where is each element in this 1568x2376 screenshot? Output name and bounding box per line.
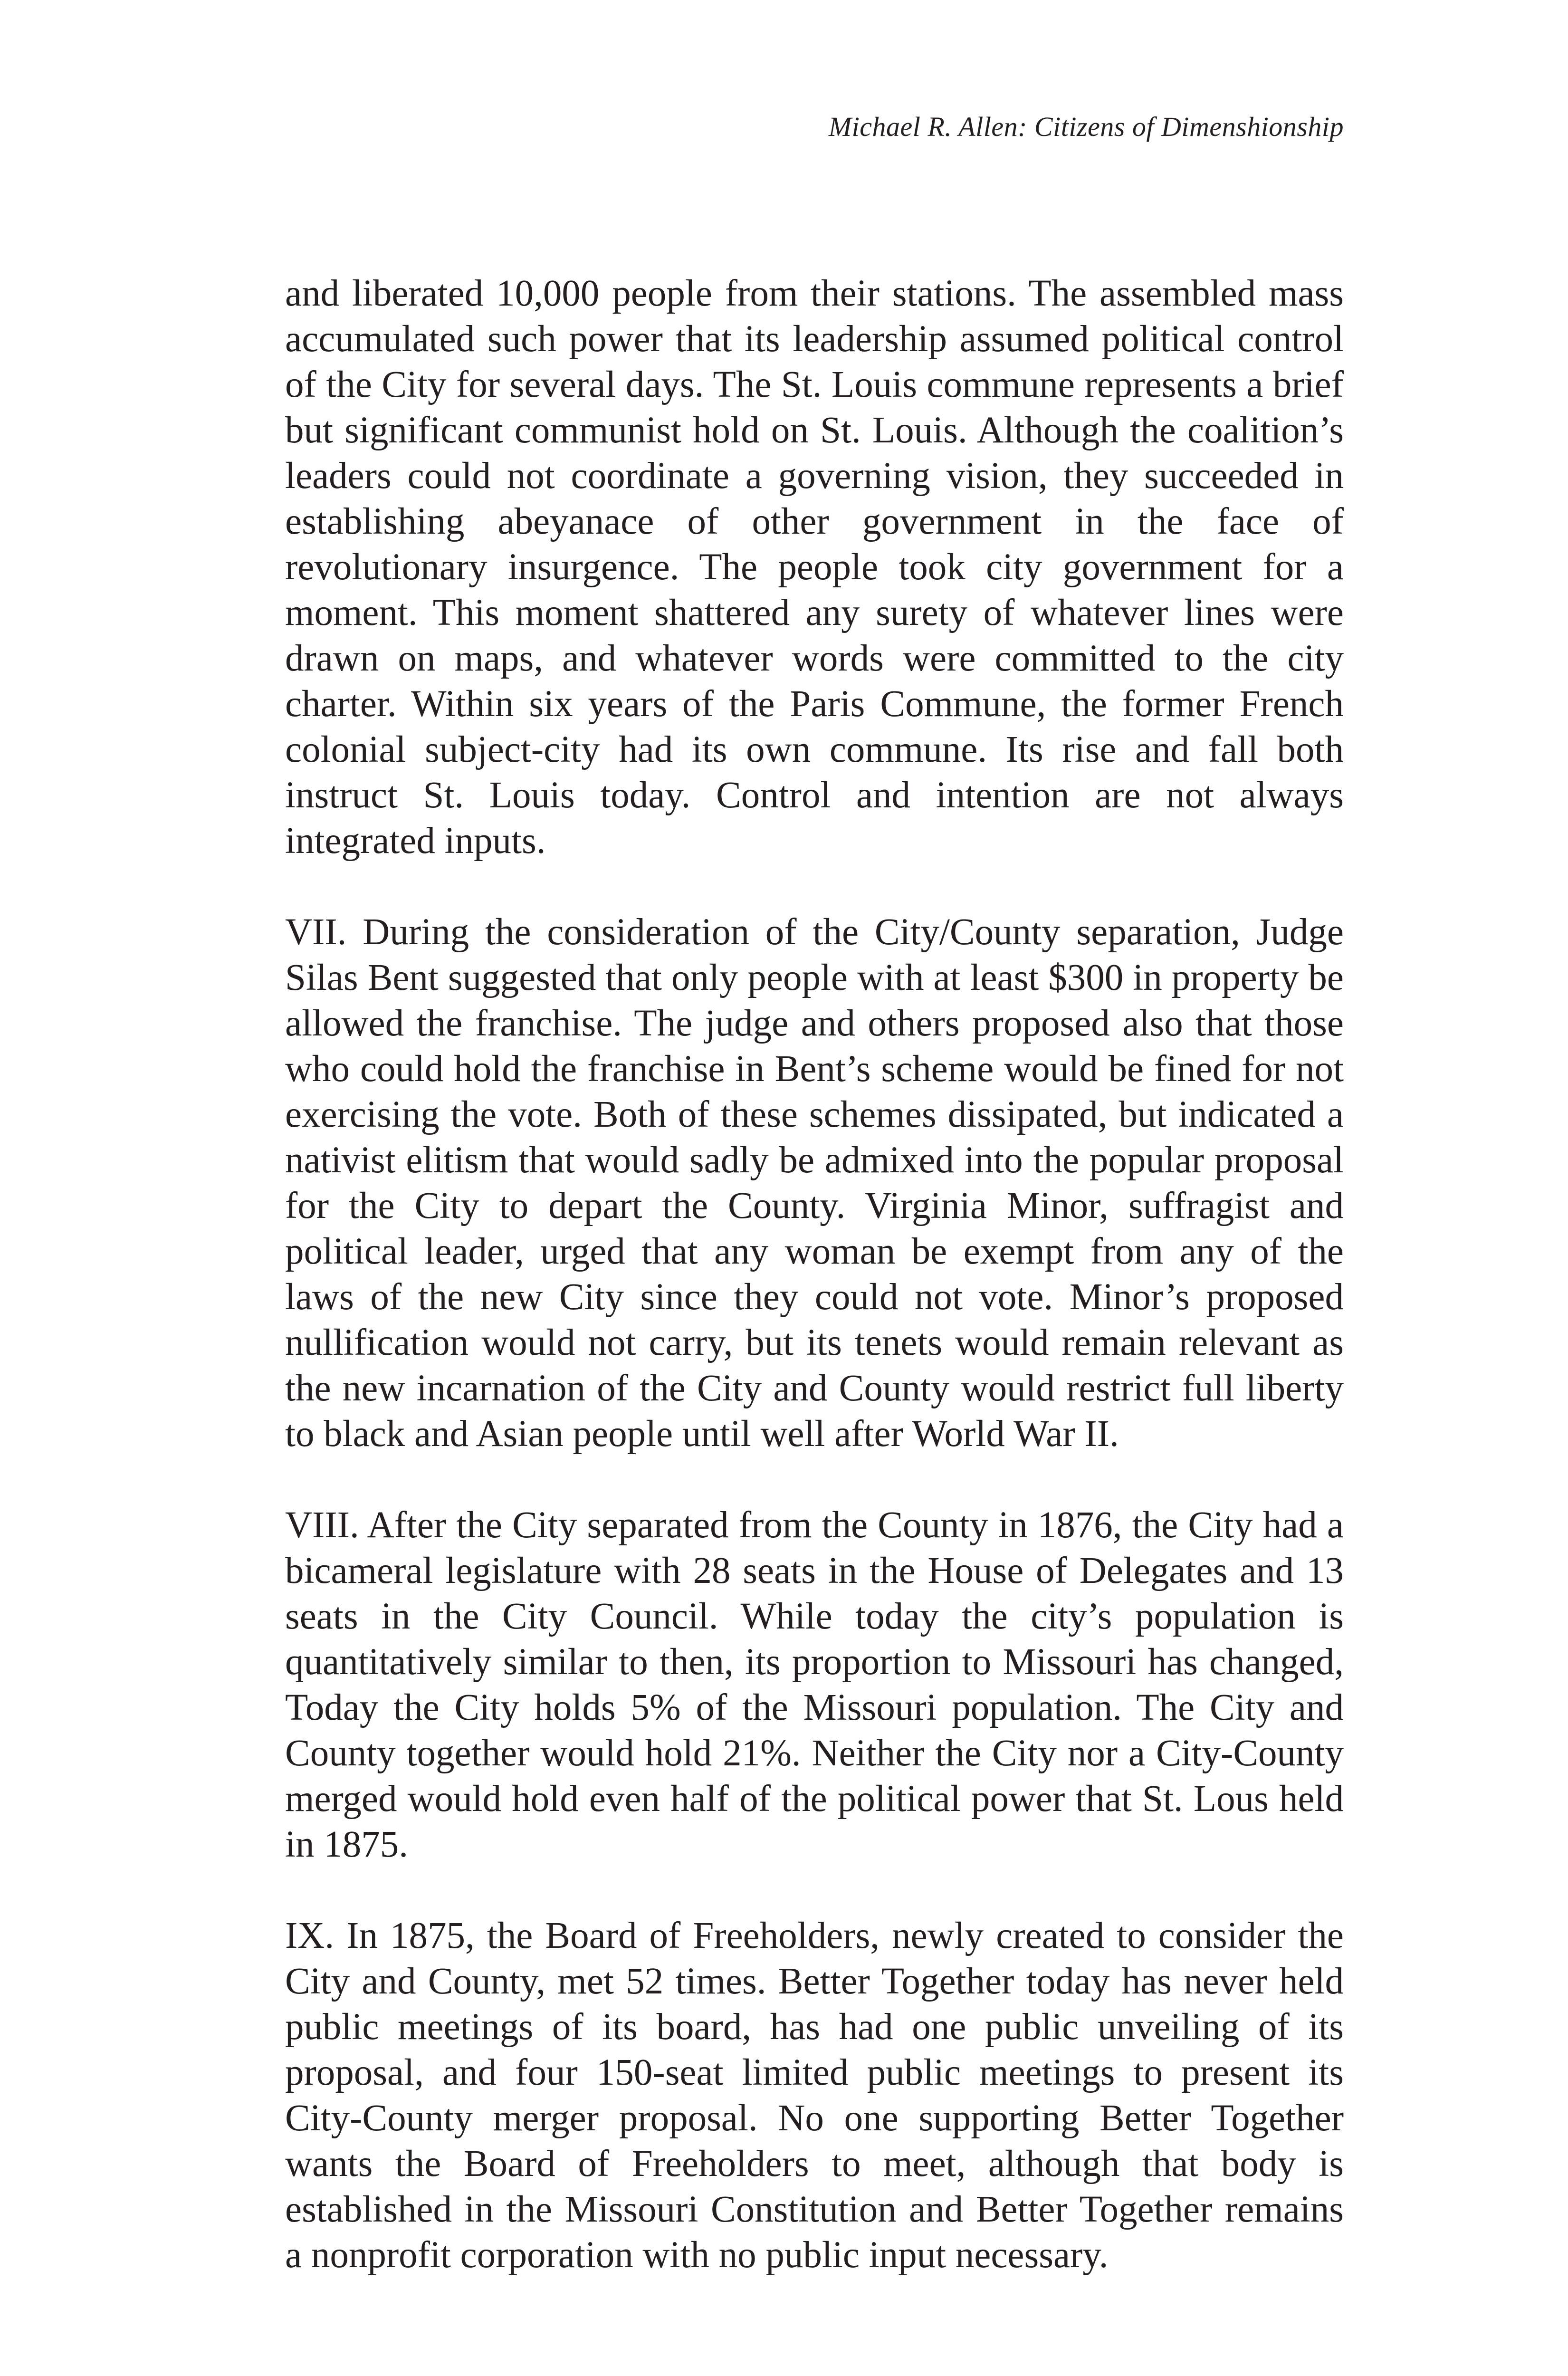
paragraph-vii: VII. During the consideration of the City/County separation, Judge Silas Bent suggested that only people with at least $300 in property be allowed the franchise. The judge and others proposed also that those who could hold the franchise in Bent’s scheme would be fined for not exercising the vote. Both of these schemes dissipated, but indicated a nativist elitism that would sadly be admixed into the popular proposal for the City to depart the County. Virginia Minor, suffragist and political leader, urged that any woman be exempt from any of the laws of the new City since they could not vote. Minor’s proposed nullification would not carry, but its tenets would remain relevant as the new incarnation of the City and County would restrict full liberty to black and Asian people until well after World War II. bbox=[285, 911, 1344, 1455]
paragraph-ix: IX. In 1875, the Board of Freeholders, newly created to consider the City and County, met 52 times. Better Together today has never held public meetings of its board, has had one public unveiling of its proposal, and four 150-seat limited public meetings to present its City-County merger proposal. No one supporting Better Together wants the Board of Freeholders to meet, although that body is established in the Missouri Constitution and Better Together remains a nonprofit corporation with no public input necessary. bbox=[285, 1915, 1344, 2276]
paragraph-commune: and liberated 10,000 people from their stations. The assembled mass accumulated such power that its leadership assumed political control of the City for several days. The St. Louis commune represents a brief but significant communist hold on St. Louis. Although the coalition’s leaders could not coordinate a governing vision, they succeeded in establishing abeyanace of other government in the face of revolutionary insurgence. The people took city government for a moment. This moment shattered any surety of whatever lines were drawn on maps, and whatever words were committed to the city charter. Within six years of the Paris Commune, the former French colonial subject-city had its own commune. Its rise and fall both instruct St. Louis today. Control and intention are not always integrated inputs. bbox=[285, 273, 1344, 862]
paragraph-viii: VIII. After the City separated from the County in 1876, the City had a bicameral legislature with 28 seats in the House of Delegates and 13 seats in the City Council. While today the city’s population is quantitatively similar to then, its proportion to Missouri has changed, Today the City holds 5% of the Missouri population. The City and County together would hold 21%. Neither the City nor a City-County merged would hold even half of the political power that St. Lous held in 1875. bbox=[285, 1504, 1344, 1865]
running-header: Michael R. Allen: Citizens of Dimenshionship bbox=[828, 111, 1344, 142]
body-text bbox=[285, 271, 1344, 2278]
